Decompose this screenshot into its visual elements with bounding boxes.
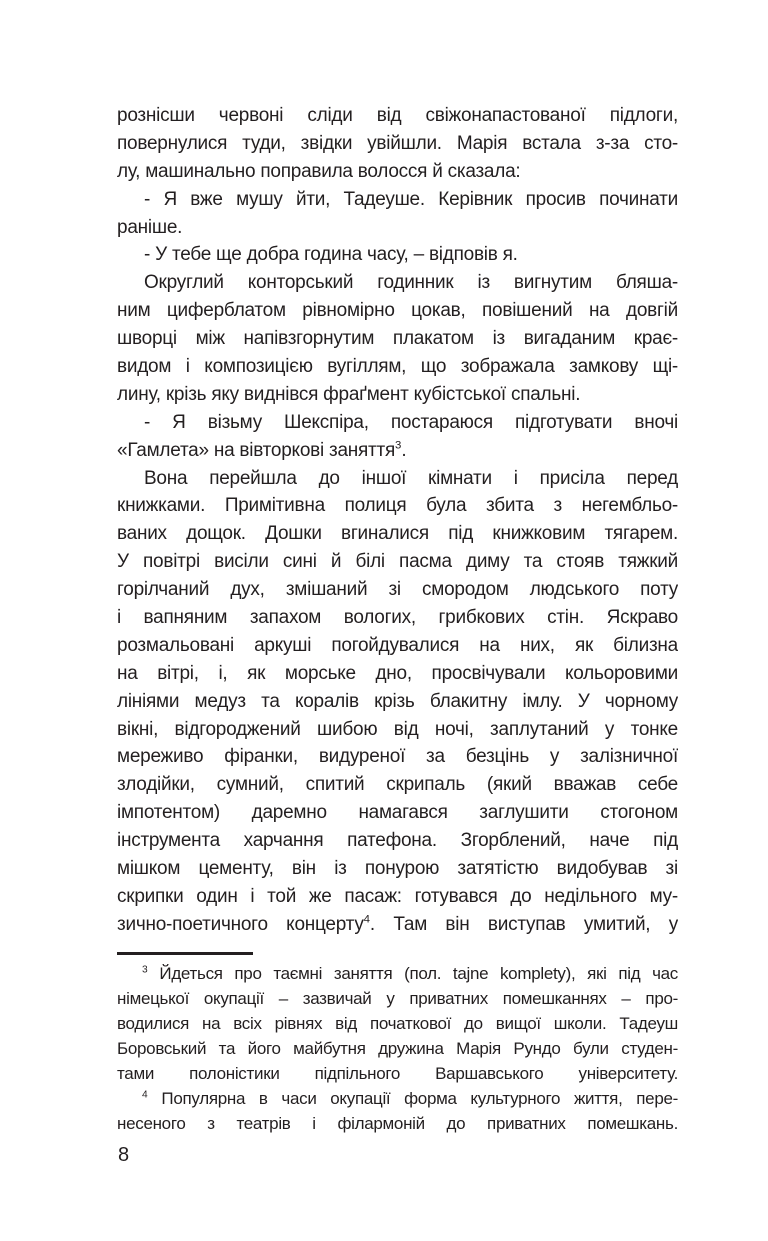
footnote (117, 1086, 678, 1136)
text-line: імпотентом) даремно намагався заглушити стогоном (117, 802, 678, 824)
footnote-marker: 4 (142, 1089, 148, 1101)
text-line: на вітрі, і, як морське дно, просвічували кольоровими (117, 662, 678, 684)
text-line: ним циферблатом рівномірно цокав, повішений на довгій (117, 300, 678, 322)
text-line: вікні, відгороджений шибою від ночі, заплутаний у тонке (117, 718, 678, 740)
text-line: несеного з театрів і філармоній до приватних помешкань. (117, 1114, 678, 1133)
paragraph (117, 269, 678, 408)
footnote-marker: 3 (142, 964, 148, 976)
text-line: «Гамлета» на вівторкові заняття$^3$. (117, 439, 407, 461)
text-line: повернулися туди, звідки увійшли. Марія встала з-за сто- (117, 132, 678, 154)
text-line: $^4$ Популярна в часи окупації форма культурного життя, пере- (142, 1089, 678, 1108)
body-text (117, 102, 678, 939)
text-line: - Я вже мушу йти, Тадеуше. Керівник просив починати (144, 188, 678, 210)
text-line: Вона перейшла до іншої кімнати і присіла перед (144, 467, 678, 489)
text-line: зично-поетичного концерту$^4$. Там він виступав умитий, у (117, 913, 678, 935)
text-line: шворці між напівзгорнутим плакатом із вигаданим крає- (117, 328, 678, 350)
text-line: лину, крізь яку виднівся фраґмент кубістської спальні. (117, 383, 581, 405)
page-number: 8 (118, 1144, 130, 1166)
text-line: мішком цементу, він із понурою затятістю видобував зі (117, 858, 678, 880)
paragraph (117, 102, 678, 186)
footnote-separator (117, 952, 253, 955)
paragraph (117, 186, 678, 242)
text-line: раніше. (117, 216, 183, 238)
text-line: тами полоністики підпільного Варшавського університету. (117, 1064, 678, 1083)
text-line: злодійки, сумний, спитий скрипаль (який вважав себе (117, 774, 678, 796)
text-line: У повітрі висіли сині й білі пасма диму та стояв тяжкий (117, 551, 678, 573)
text-line: рознісши червоні сліди від свіжонапастованої підлоги, (117, 105, 678, 126)
text-line: - Я візьму Шекспіра, постараюся підготувати вночі (144, 411, 678, 433)
footnote-marker: 3 (394, 439, 402, 452)
text-line: Боровський та його майбутня дружина Марія Рундо були студен- (117, 1039, 678, 1058)
footnotes (117, 961, 678, 1136)
footnote (117, 961, 678, 1086)
text-line: і вапняним запахом вологих, грибкових стін. Яскраво (117, 607, 678, 629)
paragraph (117, 241, 678, 269)
text-line: розмальовані аркуші погойдувалися на них, як білизна (117, 634, 678, 656)
text-line: ваних дощок. Дошки вгиналися під книжковим тягарем. (117, 523, 678, 545)
footnote-marker: 4 (363, 913, 370, 926)
text-line: горілчаний дух, змішаний зі смородом людського поту (117, 579, 678, 601)
text-line: видом і композицією вугіллям, що зображала замкову щі- (117, 356, 678, 378)
text-line: $^3$ Йдеться про таємні заняття (пол. tajne komplety), які під час (142, 964, 678, 983)
text-line: водилися на всіх рівнях від початкової до вищої школи. Тадеуш (117, 1014, 678, 1033)
paragraph (117, 409, 678, 465)
paragraph (117, 465, 678, 939)
text-line: німецької окупації – зазвичай у приватних помешканнях – про- (117, 989, 678, 1008)
text-line: лініями медуз та коралів крізь блакитну імлу. У чорному (117, 690, 678, 712)
text-line: інструмента харчання патефона. Згорблений, наче під (117, 830, 678, 852)
text-line: Округлий конторський годинник із вигнутим бляша- (144, 272, 678, 294)
text-line: мереживо фіранки, видуреної за безцінь у залізничної (117, 746, 678, 768)
text-line: книжками. Примітивна полиця була збита з негембльо- (117, 495, 678, 517)
text-line: скрипки один і той же пасаж: готувався до недільного му- (117, 885, 678, 907)
text-line: лу, машинально поправила волосся й сказала: (117, 160, 521, 182)
text-line: - У тебе ще добра година часу, – відповів я. (144, 244, 518, 266)
